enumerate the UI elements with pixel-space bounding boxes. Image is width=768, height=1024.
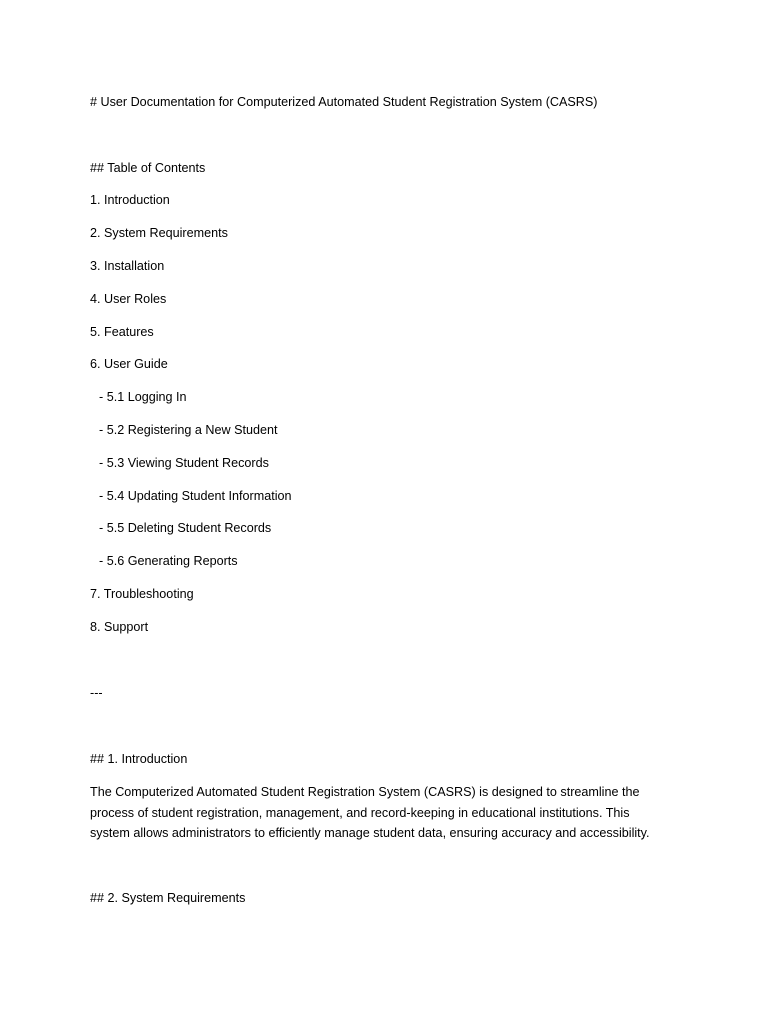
introduction-paragraph [90,782,670,844]
toc-item-user-guide: 6. User Guide [90,357,168,371]
toc-subitem-updating-info: - 5.4 Updating Student Information [99,489,292,503]
toc-item-troubleshooting: 7. Troubleshooting [90,587,194,601]
document-title: # User Documentation for Computerized Automated Student Registration System (CASRS) [90,95,598,109]
toc-item-installation: 3. Installation [90,259,165,273]
toc-item-introduction: 1. Introduction [90,193,170,207]
toc-item-support: 8. Support [90,620,149,634]
toc-item-user-roles: 4. User Roles [90,292,167,306]
toc-subitem-logging-in: - 5.1 Logging In [99,390,187,404]
introduction-paragraph-line: process of student registration, management, and record-keeping in educational institutions. This [90,805,630,820]
section-separator: --- [90,686,103,700]
system-requirements-heading: ## 2. System Requirements [90,891,246,905]
toc-item-features: 5. Features [90,325,154,339]
introduction-heading: ## 1. Introduction [90,752,188,766]
toc-subitem-viewing-records: - 5.3 Viewing Student Records [99,456,269,470]
introduction-paragraph-line: The Computerized Automated Student Registration System (CASRS) is designed to streamline the [90,785,640,799]
toc-subitem-registering: - 5.2 Registering a New Student [99,423,278,437]
toc-subitem-deleting-records: - 5.5 Deleting Student Records [99,521,272,535]
toc-item-system-requirements: 2. System Requirements [90,226,228,240]
toc-subitem-generating-reports: - 5.6 Generating Reports [99,554,238,568]
introduction-paragraph-line: system allows administrators to efficiently manage student data, ensuring accuracy and accessibility. [90,826,650,840]
toc-heading: ## Table of Contents [90,161,206,175]
